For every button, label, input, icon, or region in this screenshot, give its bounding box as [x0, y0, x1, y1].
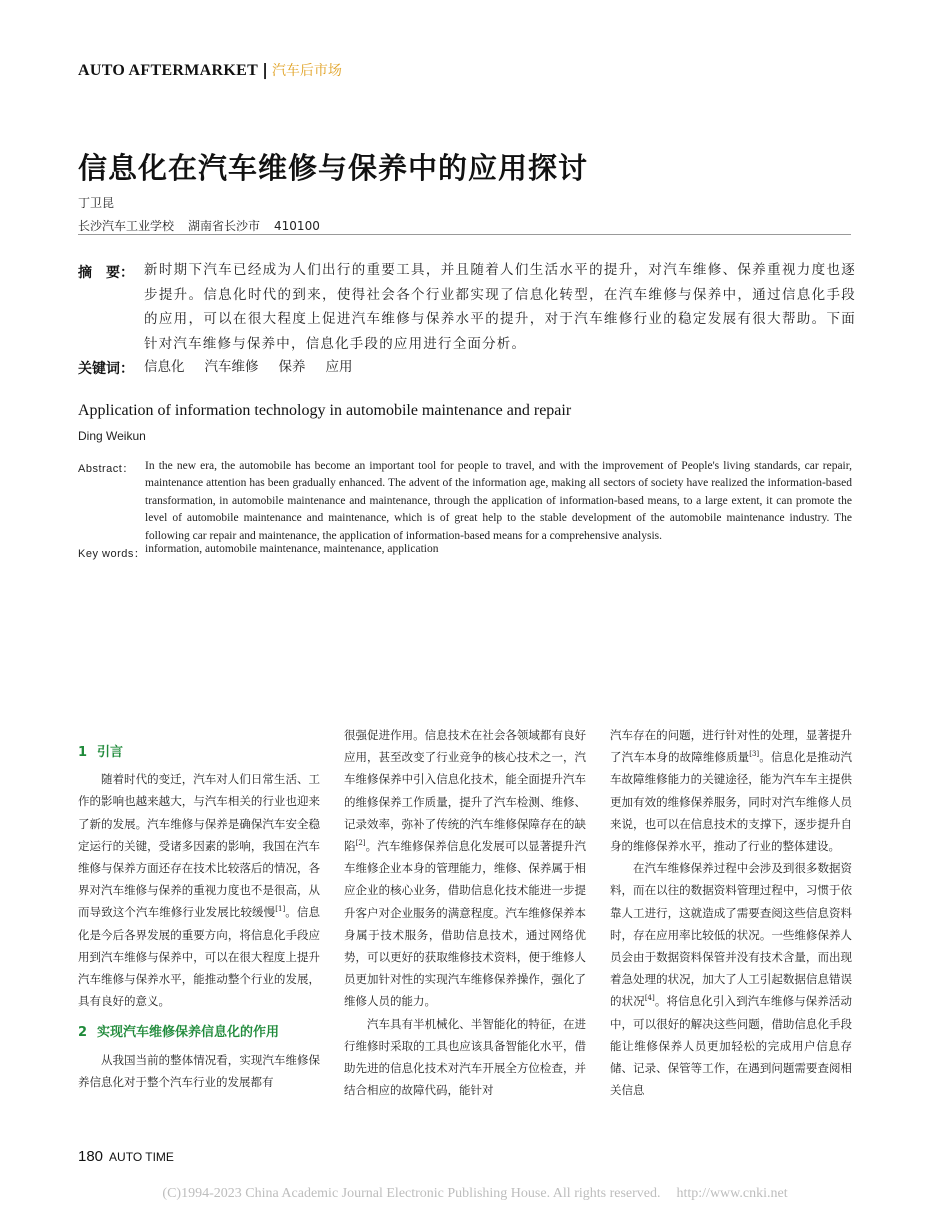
affiliation-city: 湖南省长沙市 [188, 219, 261, 233]
english-keywords-text: information, automobile maintenance, maintenance, application [145, 543, 439, 555]
magazine-name: AUTO TIME [109, 1150, 174, 1164]
affiliation-zip: 410100 [274, 219, 320, 233]
copyright-text: (C)1994-2023 China Academic Journal Electronic Publishing House. All rights reserved. [162, 1186, 661, 1201]
section-number: 2 [78, 1025, 88, 1041]
paragraph-text: 。信息化是推动汽车故障维修能力的关键途径，能为汽车车主提供更加有效的维修保养服务，同时对汽车维修人员来说，也可以在信息技术的支撑下，逐步提升自身的维修保养水平，推动了行业的整体建设。 [610, 750, 853, 854]
paragraph-continued [344, 724, 586, 1013]
citation: [1] [275, 905, 286, 914]
english-abstract-text: In the new era, the automobile has become an important tool for people to travel, and with the improvement of People's living standards, car repair, maintenance attention has been gradually enhanced. The advent of the information age, making all sectors of society have realized the information-based transformation, in automobile maintenance and maintenance, through the application of information-based means, to a large extent, it can promote the level of automobile maintenance and maintenance, which is of great help to the stable development of the automobile maintenance industry. The following car repair and maintenance, the application of information-based means for a comprehensive analysis. [145, 460, 852, 542]
paragraph-text: 汽车存在的问题，进行针对性的处理，显著提升了汽车本身的故障维修质量 [610, 728, 852, 765]
header-separator: | [262, 60, 268, 79]
affiliation-school: 长沙汽车工业学校 [78, 219, 175, 233]
keyword-cn: 应用 [325, 359, 353, 375]
page-number: 180 [78, 1148, 104, 1165]
abstract-cn-label: 摘 要： [78, 265, 134, 281]
paragraph [78, 768, 320, 1012]
section-heading-2 [78, 1022, 320, 1044]
paragraph-text: 在汽车维修保养过程中会涉及到很多数据资料，而在以往的数据资料管理过程中，习惯于依靠人工进行，这就造成了需要查阅这些信息资料时，存在应用率比较低的状况。一些维修保养人员会由于数据资料保管并没有技术含量，而出现着急处理的状况，加大了人工引起数据信息错误的状况 [610, 861, 852, 1009]
citation: [2] [355, 839, 366, 848]
citation: [4] [644, 994, 655, 1003]
copyright-url: http://www.cnki.net [676, 1186, 788, 1201]
title-divider [78, 234, 851, 235]
paragraph [610, 857, 852, 1101]
paragraph-text: 。汽车维修保养信息化发展可以显著提升汽车维修企业本身的管理能力，维修、保养属于相应企业的核心业务，借助信息化技术能进一步提升客户对企业服务的满意程度。汽车维修保养本身属于技术服务，借助信息技术，通过网络优势，可以更好的获取维修技术资料，便于维修人员更加针对性的实现汽车维修保养操作，强化了维修人员的能力。 [344, 839, 587, 1009]
english-author: Ding Weikun [78, 429, 146, 443]
body-column-3 [610, 724, 852, 1101]
paragraph-text: 随着时代的变迁，汽车对人们日常生活、工作的影响也越来越大，与汽车相关的行业也迎来了新的发展。汽车维修与保养是确保汽车安全稳定运行的关键，受诸多因素的影响，我国在汽车维修与保养方面还存在技术比较落后的情况，各界对汽车维修与保养的重视力度也不是很高，从而导致这个汽车维修行业发展比较缓慢 [78, 772, 320, 920]
english-abstract-label: Abstract： [78, 463, 134, 475]
keywords-cn-list [144, 355, 373, 375]
paragraph [344, 1013, 586, 1102]
paragraph-continued [610, 724, 852, 857]
paragraph [78, 1049, 320, 1093]
section-title: 引言 [97, 745, 124, 760]
english-title: Application of information technology in automobile maintenance and repair [78, 402, 572, 419]
section-number: 1 [78, 745, 88, 760]
keyword-cn: 保养 [278, 359, 306, 375]
article-title: 信息化在汽车维修与保养中的应用探讨 [78, 151, 589, 185]
paragraph-text: 。信息化是今后各界发展的重要方向，将信息化手段应用到汽车维修与保养中，可以在很大程度上提升汽车维修与保养水平，能推动整个行业的发展，具有良好的意义。 [78, 905, 320, 1009]
author-affiliation [78, 217, 334, 234]
body-column-2 [344, 724, 586, 1101]
journal-section-cn: 汽车后市场 [271, 63, 342, 79]
keyword-cn: 汽车维修 [204, 359, 259, 375]
article-author: 丁卫昆 [78, 196, 115, 210]
body-column-1 [78, 740, 320, 1093]
citation: [3] [749, 750, 760, 759]
paragraph-text: 很强促进作用。信息技术在社会各领域都有良好应用，甚至改变了行业竞争的核心技术之一，汽车维修保养中引入信息化技术，能全面提升汽车的维修保养工作质量，提升了汽车检测、维修、记录效率，弥补了传统的汽车维修保障存在的缺陷 [344, 728, 586, 854]
journal-header [78, 60, 342, 80]
paragraph-text: 从我国当前的整体情况看，实现汽车维修保养信息化对于整个汽车行业的发展都有 [78, 1052, 320, 1089]
abstract-cn-text: 新时期下汽车已经成为人们出行的重要工具，并且随着人们生活水平的提升，对汽车维修、保养重视力度也逐步提升。信息化时代的到来，使得社会各个行业都实现了信息化转型，在汽车维修与保养中，通过信息化手段的应用，可以在很大程度上促进汽车维修与保养水平的提升，对于汽车维修行业的稳定发展有很大帮助。下面针对汽车维修与保养中，信息化手段的应用进行全面分析。 [144, 262, 856, 352]
page-footer [78, 1148, 174, 1166]
section-heading-1 [78, 742, 320, 764]
paragraph-text: 。将信息化引入到汽车维修与保养活动中，可以很好的解决这些问题，借助信息化手段能让维修保养人员更加轻松的完成用户信息存储、记录、保管等工作，在遇到问题需要查阅相关信息 [610, 994, 852, 1098]
english-keywords-label: Key words： [78, 548, 146, 560]
keywords-cn-label: 关键词： [78, 361, 134, 377]
copyright-watermark [0, 1186, 950, 1202]
paragraph-text: 汽车具有半机械化、半智能化的特征，在进行维修时采取的工具也应该具备智能化水平，借助先进的信息化技术对汽车开展全方位检查，并结合相应的故障代码，能针对 [344, 1016, 586, 1098]
journal-name-en: AUTO AFTERMARKET [78, 62, 259, 79]
section-title: 实现汽车维修保养信息化的作用 [97, 1025, 280, 1041]
keyword-cn: 信息化 [144, 359, 185, 375]
